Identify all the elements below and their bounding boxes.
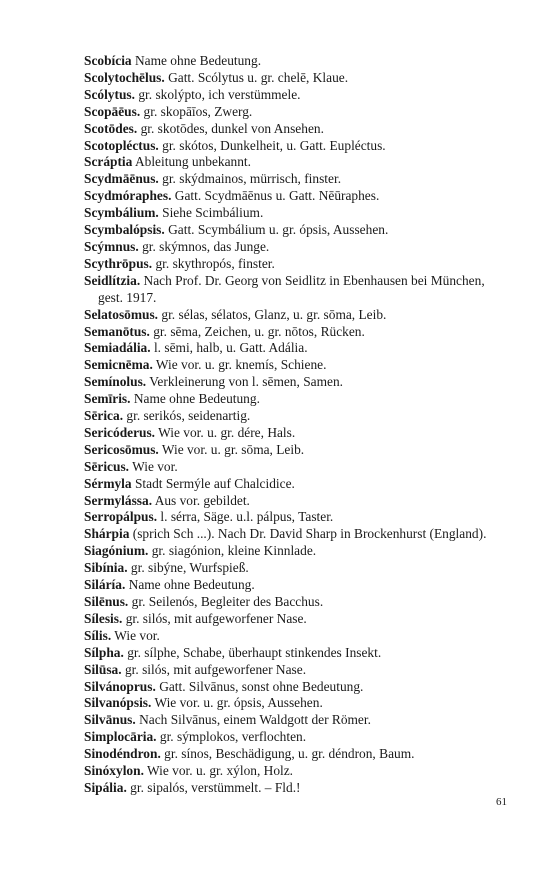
entry-term: Scopāēus. (84, 103, 141, 119)
entry-term: Scolytochēlus. (84, 69, 165, 85)
entry-definition: Wie vor. u. gr. ópsis, Aussehen. (154, 695, 323, 711)
entry-term: Scythrōpus. (84, 255, 153, 271)
entry-definition: Wie vor. u. gr. xýlon, Holz. (147, 763, 294, 779)
entry-term: Scydmóraphes. (84, 188, 172, 204)
entry (84, 712, 504, 729)
entry-term: Silvanópsis. (84, 695, 152, 711)
entry (84, 408, 504, 425)
entry-term: Semīris. (84, 391, 131, 407)
entry-definition: gr. sipalós, verstümmelt. – Fld.! (130, 779, 301, 795)
entry-definition: Gatt. Scólytus u. gr. chelē, Klaue. (168, 69, 349, 85)
entry-definition: gr. silós, mit aufgeworfener Nase. (124, 661, 307, 677)
entry-term: Silūsa. (84, 661, 122, 677)
entry-term: Sinóxylon. (84, 763, 144, 779)
entry (84, 543, 504, 560)
entry-term: Semiadália. (84, 340, 151, 356)
entry (84, 256, 504, 273)
entry (84, 391, 504, 408)
entry-definition: Nach Silvānus, einem Waldgott der Römer. (139, 712, 371, 728)
entry-definition: Siehe Scimbálium. (162, 205, 264, 221)
entry (84, 459, 504, 476)
entry-definition: gr. sílphe, Schabe, überhaupt stinkendes Insekt. (127, 644, 382, 660)
entry-term: Scymbálium. (84, 205, 159, 221)
entry-term: Sílis. (84, 627, 112, 643)
entry-term: Selatosōmus. (84, 306, 159, 322)
entry-definition: gr. serikós, seidenartig. (126, 408, 251, 424)
entry-definition: Name ohne Bedeutung. (133, 391, 260, 407)
entry (84, 493, 504, 510)
entry (84, 442, 504, 459)
entry (84, 645, 504, 662)
entry-term: Scydmāēnus. (84, 171, 159, 187)
entry-definition: gr. sibýne, Wurfspieß. (130, 560, 249, 576)
entry (84, 594, 504, 611)
entry-definition: l. sēmi, halb, u. Gatt. Adália. (153, 340, 308, 356)
entry-term: Scotōdes. (84, 120, 138, 136)
entry (84, 357, 504, 374)
entry-definition: Gatt. Scymbálium u. gr. ópsis, Aussehen. (168, 222, 389, 238)
entry-definition: gr. siagónion, kleine Kinnlade. (151, 543, 317, 559)
entry-definition: gr. skopāīos, Zwerg. (143, 103, 253, 119)
entry-term: Sibínia. (84, 560, 128, 576)
entry (84, 273, 504, 307)
entry-definition: l. sérra, Säge. u.l. pálpus, Taster. (160, 509, 334, 525)
entry-definition: Gatt. Silvānus, sonst ohne Bedeutung. (159, 678, 364, 694)
entry (84, 509, 504, 526)
entry (84, 324, 504, 341)
entry (84, 679, 504, 696)
entry-term: Silēnus. (84, 594, 129, 609)
entry (84, 746, 504, 763)
entry-definition: Aus vor. gebildet. (154, 492, 250, 508)
entry (84, 729, 504, 746)
entry-term: Shárpia (84, 526, 130, 542)
entry-definition: Nach Prof. Dr. Georg von Seidlitz in Ebenhausen bei München, gest. 1917. (98, 272, 485, 305)
page-number: 61 (496, 796, 507, 808)
entry-term: Silvānus. (84, 712, 136, 728)
entry-definition: Verkleinerung von l. sēmen, Samen. (149, 374, 343, 390)
entry (84, 188, 504, 205)
entry-term: Sermylássa. (84, 492, 153, 508)
entry-definition: Ableitung unbekannt. (134, 154, 251, 170)
entry (84, 205, 504, 222)
entry-term: Scobícia (84, 53, 132, 68)
entry-definition: Name ohne Bedeutung. (134, 53, 262, 68)
entry-term: Sericosōmus. (84, 441, 159, 457)
entry (84, 560, 504, 577)
entry-term: Semanōtus. (84, 323, 150, 339)
entry-definition: Wie vor. u. gr. knemís, Schiene. (155, 357, 327, 373)
entry-definition: gr. skýmnos, das Junge. (142, 238, 270, 254)
entry-definition: gr. sínos, Beschädigung, u. gr. déndron, Baum. (164, 746, 415, 762)
entry-definition: gr. skotōdes, dunkel von Ansehen. (140, 120, 324, 136)
entry (84, 87, 504, 104)
entry (84, 138, 504, 155)
entry-term: Siláría. (84, 577, 126, 593)
entry-definition: (sprich Sch ...). Nach Dr. David Sharp in Brockenhurst (England). (132, 526, 487, 542)
entry-definition: gr. sēma, Zeichen, u. gr. nōtos, Rücken. (153, 323, 365, 339)
entry (84, 222, 504, 239)
entry (84, 171, 504, 188)
entry-term: Sipália. (84, 779, 127, 795)
entry-term: Simplocāria. (84, 729, 157, 745)
entry-term: Serropálpus. (84, 509, 158, 525)
entry-term: Sericóderus. (84, 424, 156, 440)
entry-definition: gr. skótos, Dunkelheit, u. Gatt. Eupléctus. (162, 137, 386, 153)
entry-term: Silvánoprus. (84, 678, 156, 694)
entry-definition: gr. skýdmainos, mürrisch, finster. (162, 171, 342, 187)
entry-term: Sílesis. (84, 610, 123, 626)
entry (84, 628, 504, 645)
entry (84, 476, 504, 493)
entry-definition: Wie vor. (132, 458, 178, 474)
entry-list (84, 53, 504, 797)
entry-term: Sérmyla (84, 475, 132, 491)
entry-term: Siagónium. (84, 543, 149, 559)
entry-term: Semínolus. (84, 374, 147, 390)
entry-definition: gr. skythropós, finster. (155, 255, 275, 271)
entry (84, 53, 504, 70)
entry (84, 526, 504, 543)
entry (84, 695, 504, 712)
entry-definition: gr. Seilenós, Begleiter des Bacchus. (131, 594, 324, 609)
entry-term: Sērica. (84, 408, 124, 424)
entry-term: Scýmnus. (84, 238, 139, 254)
entry (84, 104, 504, 121)
entry-term: Sinodéndron. (84, 746, 161, 762)
entry (84, 374, 504, 391)
entry-definition: Gatt. Scydmāēnus u. Gatt. Nēūraphes. (174, 188, 380, 204)
entry (84, 307, 504, 324)
entry-definition: gr. silós, mit aufgeworfener Nase. (125, 610, 307, 626)
entry-term: Scólytus. (84, 86, 135, 102)
entry-definition: Wie vor. (114, 627, 160, 643)
entry (84, 611, 504, 628)
entry-definition: gr. sýmplokos, verflochten. (159, 729, 307, 745)
entry (84, 239, 504, 256)
entry-term: Scráptia (84, 154, 133, 170)
entry (84, 70, 504, 87)
entry-term: Scotopléctus. (84, 137, 159, 153)
entry (84, 780, 504, 797)
entry (84, 662, 504, 679)
entry-definition: Stadt Sermýle auf Chalcidice. (134, 475, 295, 491)
entry-term: Scymbalópsis. (84, 222, 165, 238)
entry (84, 425, 504, 442)
entry-definition: Wie vor. u. gr. sōma, Leib. (161, 441, 305, 457)
entry (84, 577, 504, 594)
entry (84, 763, 504, 780)
entry-term: Seidlítzia. (84, 272, 141, 288)
entry-definition: Name ohne Bedeutung. (128, 577, 255, 593)
entry-term: Sílpha. (84, 644, 124, 660)
entry (84, 121, 504, 138)
entry (84, 154, 504, 171)
entry-term: Semicnēma. (84, 357, 153, 373)
entry-term: Sēricus. (84, 458, 130, 474)
entry-definition: gr. sélas, sélatos, Glanz, u. gr. sōma, Leib. (161, 306, 387, 322)
entry-definition: Wie vor. u. gr. dére, Hals. (158, 424, 296, 440)
entry (84, 340, 504, 357)
entry-definition: gr. skolýpto, ich verstümmele. (138, 86, 301, 102)
